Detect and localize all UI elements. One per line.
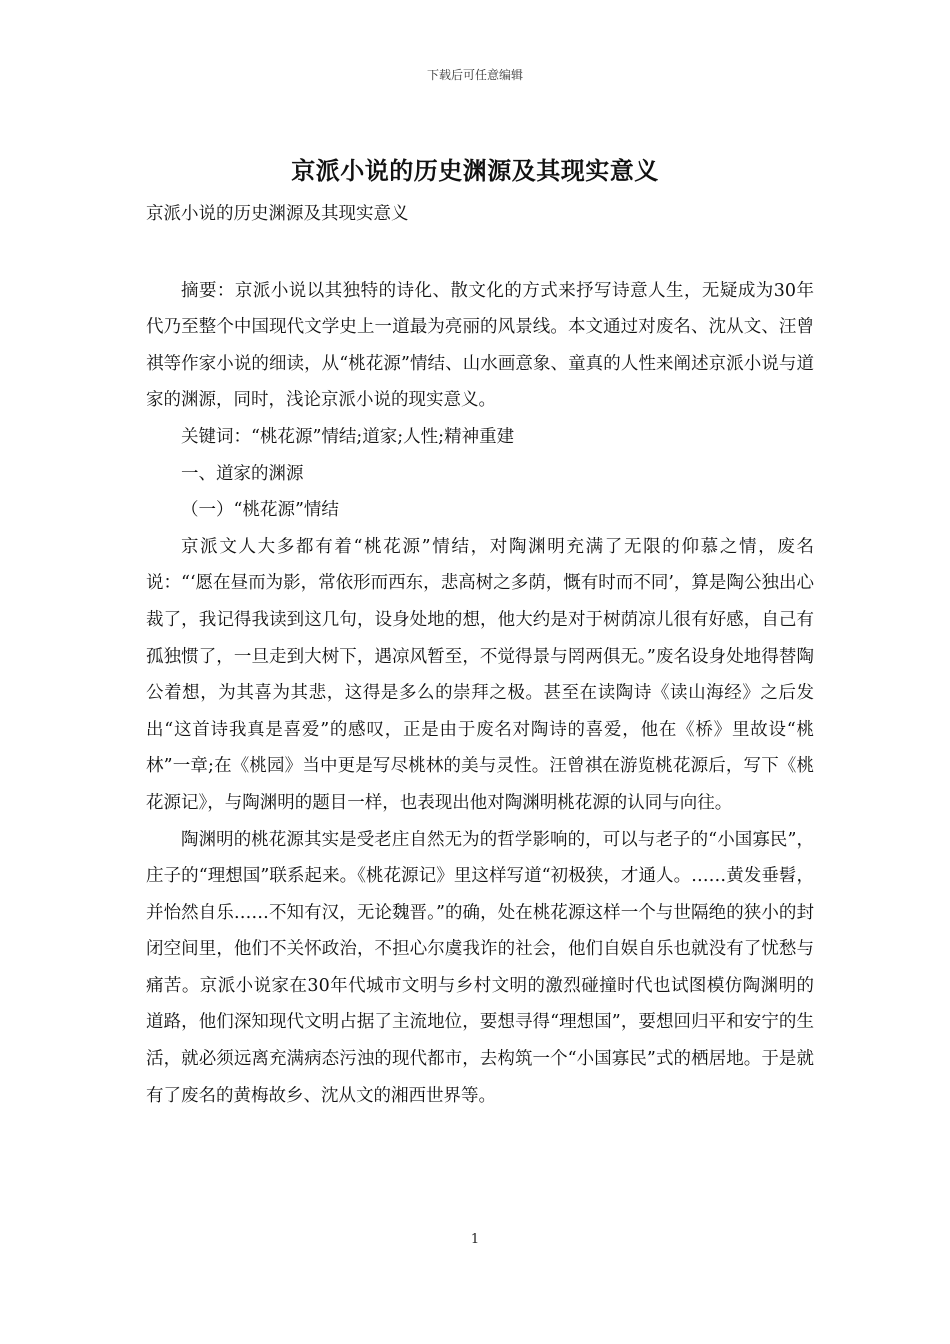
header-note: 下载后可任意编辑 bbox=[426, 68, 523, 82]
document-body bbox=[146, 196, 814, 1114]
keywords-line: 关键词：“桃花源”情结;道家;人性;精神重建 bbox=[181, 426, 515, 447]
section-heading: 一、道家的渊源 bbox=[181, 463, 304, 484]
body-paragraph: 陶渊明的桃花源其实是受老庄自然无为的哲学影响的，可以与老子的“小国寡民”，庄子的“理想国”联系起来。《桃花源记》里这样写道“初极狭，才通人。……黄发垂髫，并怡然自乐……不知有汉，无论魏晋。”的确，处在桃花源这样一个与世隔绝的狭小的封闭空间里，他们不关怀政治，不担心尔虞我诈的社会，他们自娱自乐也就没有了忧愁与痛苦。京派小说家在30年代城市文明与乡村文明的激烈碰撞时代也试图模仿陶渊明的道路，他们深知现代文明占据了主流地位，要想寻得“理想国”，要想回归平和安宁的生活，就必须远离充满病态污浊的现代都市，去构筑一个“小国寡民”式的栖居地。于是就有了废名的黄梅故乡、沈从文的湘西世界等。 bbox=[146, 829, 814, 1106]
page-number: 1 bbox=[470, 1232, 480, 1247]
document-title: 京派小说的历史渊源及其现实意义 bbox=[291, 156, 659, 185]
document-subtitle: 京派小说的历史渊源及其现实意义 bbox=[146, 204, 409, 224]
body-paragraph: 京派文人大多都有着“桃花源”情结，对陶渊明充满了无限的仰慕之情，废名说：“‘愿在昼而为影，常依形而西东，悲高树之多荫，慨有时而不同’，算是陶公独出心裁了，我记得我读到这几句，设身处地的想，他大约是对于树荫凉儿很有好感，自己有孤独惯了，一旦走到大树下，遇凉风暂至，不觉得景与罔两俱无。”废名设身处地得替陶公着想，为其喜为其悲，这得是多么的崇拜之极。甚至在读陶诗《读山海经》之后发出“这首诗我真是喜爱”的感叹，正是由于废名对陶诗的喜爱，他在《桥》里故设“桃林”一章;在《桃园》当中更是写尽桃林的美与灵性。汪曾祺在游览桃花源后，写下《桃花源记》，与陶渊明的题目一样，也表现出他对陶渊明桃花源的认同与向往。 bbox=[146, 536, 814, 813]
subsection-heading: （一）“桃花源”情结 bbox=[181, 500, 339, 521]
abstract-paragraph: 摘要：京派小说以其独特的诗化、散文化的方式来抒写诗意人生，无疑成为30年代乃至整个中国现代文学史上一道最为亮丽的风景线。本文通过对废名、沈从文、汪曾祺等作家小说的细读，从“桃花源”情结、山水画意象、童真的人性来阐述京派小说与道家的渊源，同时，浅论京派小说的现实意义。 bbox=[146, 280, 814, 411]
